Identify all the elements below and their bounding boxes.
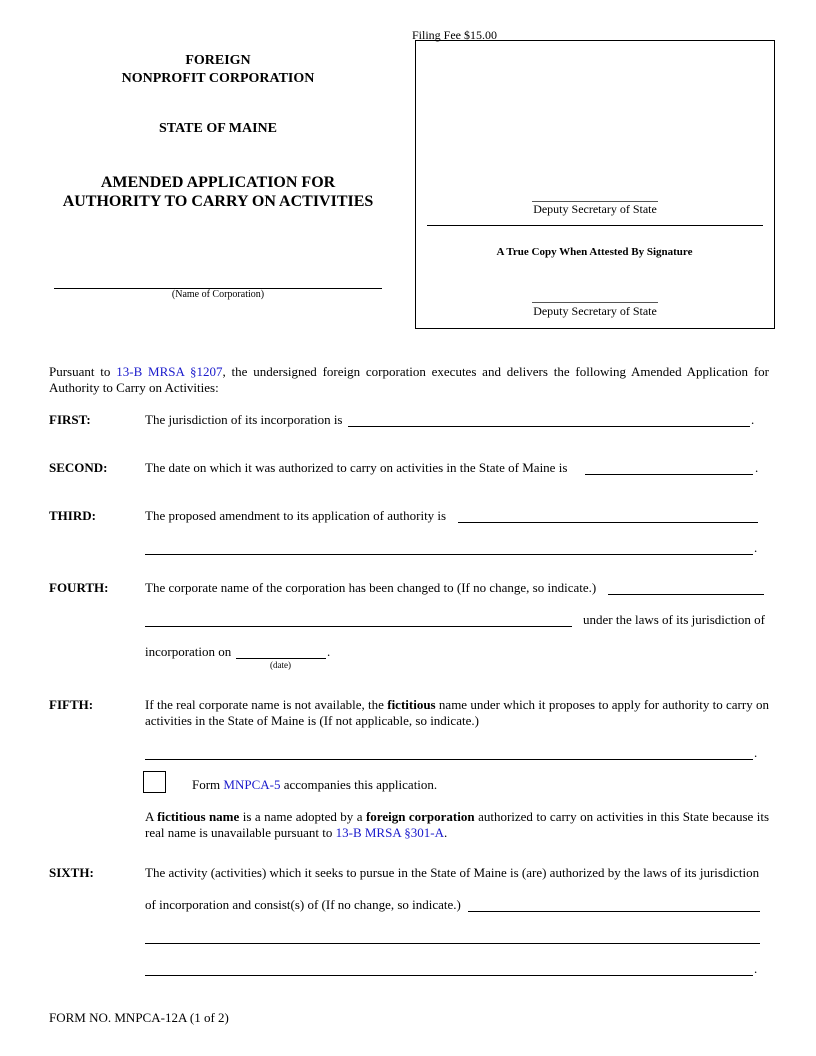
heading-line1: AMENDED APPLICATION FOR: [100, 174, 336, 191]
laws-text: under the laws of its jurisdiction of: [583, 612, 765, 627]
fifth-label: FIFTH:: [49, 697, 94, 712]
attest-text: A True Copy When Attested By Signature: [496, 246, 693, 258]
statute-301a-link[interactable]: 13-B MRSA §301-A: [335, 825, 444, 840]
second-text: The date on which it was authorized to carry on activities in the State of Maine is: [145, 460, 568, 475]
new-name-field-1[interactable]: [608, 594, 764, 595]
sixth-text-2: of incorporation and consist(s) of (If no change, so indicate.): [145, 897, 461, 912]
date-caption: (date): [270, 660, 291, 670]
signature-caption-2: Deputy Secretary of State: [533, 304, 657, 318]
authorization-date-field[interactable]: [585, 474, 753, 475]
activities-field-1[interactable]: [468, 911, 760, 912]
form-number: FORM NO. MNPCA-12A (1 of 2): [49, 1010, 229, 1025]
intro-statute-link[interactable]: 13-B MRSA §1207: [116, 364, 223, 379]
fictitious-name-definition: A fictitious name is a name adopted by a foreign corporation authorized to carry on activities in this State because its real name is unavailable pursuant to 13-B MRSA §301-A.: [145, 809, 770, 840]
fifth-text: If the real corporate name is not available, the fictitious name under which it proposes to apply for authority to carry on activities in the State of Maine is (If not applicable, so indicate.): [145, 697, 770, 728]
title-line2: NONPROFIT CORPORATION: [121, 71, 315, 86]
signature-line-2[interactable]: [532, 302, 658, 303]
mnpca5-link[interactable]: MNPCA-5: [223, 777, 281, 792]
first-text: The jurisdiction of its incorporation is: [145, 412, 343, 427]
activities-field-2[interactable]: [145, 943, 760, 944]
activities-field-3[interactable]: [145, 975, 753, 976]
new-name-field-2[interactable]: [145, 626, 572, 627]
corporation-name-caption: (Name of Corporation): [171, 289, 265, 300]
filing-box-divider: [427, 225, 763, 226]
intro-paragraph: Pursuant to 13-B MRSA §1207, the undersigned foreign corporation executes and delivers the following Amended Application for Authority to Carry on Activities:: [49, 364, 769, 395]
incorporation-on-text: incorporation on: [145, 644, 232, 659]
incorporation-date-field[interactable]: [236, 658, 326, 659]
sixth-text-1: The activity (activities) which it seeks to pursue in the State of Maine is (are) authorized by the laws of its jurisdiction: [145, 865, 760, 880]
mnpca5-statement: Form MNPCA-5 accompanies this application.: [192, 777, 438, 792]
amendment-field-2[interactable]: [145, 554, 753, 555]
fictitious-name-field[interactable]: [145, 759, 753, 760]
filing-box: [415, 40, 775, 329]
fourth-text: The corporate name of the corporation has been changed to (If no change, so indicate.): [145, 580, 597, 595]
third-text: The proposed amendment to its application of authority is: [145, 508, 447, 523]
signature-caption-1: Deputy Secretary of State: [533, 202, 657, 216]
second-label: SECOND:: [49, 460, 108, 475]
jurisdiction-field[interactable]: [348, 426, 750, 427]
filing-fee: Filing Fee $15.00: [412, 28, 498, 42]
amendment-field-1[interactable]: [458, 522, 758, 523]
sixth-label: SIXTH:: [49, 865, 94, 880]
third-label: THIRD:: [49, 508, 96, 523]
state-title: STATE OF MAINE: [159, 121, 277, 136]
heading-line2: AUTHORITY TO CARRY ON ACTIVITIES: [62, 193, 374, 210]
fourth-label: FOURTH:: [49, 580, 109, 595]
first-label: FIRST:: [49, 412, 91, 427]
mnpca5-checkbox[interactable]: [143, 771, 166, 793]
title-line1: FOREIGN: [185, 53, 251, 68]
